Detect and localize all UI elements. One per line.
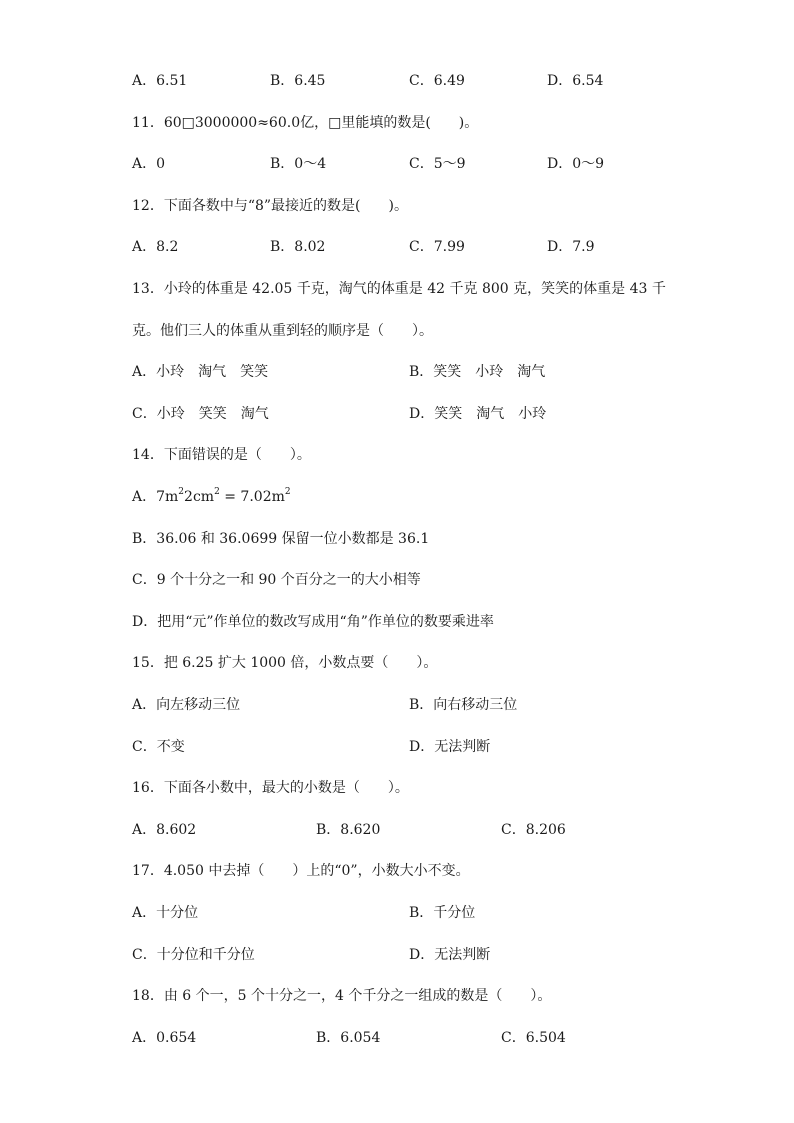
q18-option-a[interactable]: A．0.654 <box>132 1030 197 1046</box>
q14-option-c[interactable]: C．9 个十分之一和 90 个百分之一的大小相等 <box>132 572 421 588</box>
q17-option-d[interactable]: D．无法判断 <box>409 947 491 963</box>
q13-option-a[interactable]: A．小玲 淘气 笑笑 <box>132 364 269 380</box>
q10-option-d[interactable]: D．6.54 <box>547 73 604 89</box>
q14-option-a-sup3: 2 <box>284 487 291 497</box>
q14-option-a-sup2: 2 <box>214 487 220 497</box>
q14-option-a-eq: = 7.02m <box>219 489 285 505</box>
q14-option-a[interactable] <box>132 487 291 507</box>
q14-option-d[interactable]: D．把用“元”作单位的数改写成用“角”作单位的数要乘进率 <box>132 614 494 630</box>
q14-option-a-prefix: A．7m <box>132 489 179 505</box>
q15-option-c[interactable]: C．不变 <box>132 739 185 755</box>
q10-option-a[interactable]: A．6.51 <box>132 73 188 89</box>
q17-option-c[interactable]: C．十分位和千分位 <box>132 947 255 963</box>
q11-option-a[interactable]: A．0 <box>132 156 166 172</box>
q16-option-a[interactable]: A．8.602 <box>132 822 197 838</box>
q11-option-d[interactable]: D．0～9 <box>547 156 605 172</box>
q16-option-b[interactable]: B．8.620 <box>316 822 381 838</box>
q17-option-a[interactable]: A．十分位 <box>132 905 199 921</box>
q16-stem: 16．下面各小数中，最大的小数是（ ）。 <box>132 780 409 796</box>
q12-stem: 12．下面各数中与“8”最接近的数是( )。 <box>132 198 408 214</box>
q13-stem-line2: 克。他们三人的体重从重到轻的顺序是（ ）。 <box>132 323 433 339</box>
q13-option-d[interactable]: D．笑笑 淘气 小玲 <box>409 406 547 422</box>
q12-option-c[interactable]: C．7.99 <box>409 239 465 255</box>
q12-option-d[interactable]: D．7.9 <box>547 239 595 255</box>
q12-option-b[interactable]: B．8.02 <box>270 239 326 255</box>
q14-option-a-mid: 2cm <box>184 489 215 505</box>
q15-option-a[interactable]: A．向左移动三位 <box>132 697 241 713</box>
q15-option-d[interactable]: D．无法判断 <box>409 739 491 755</box>
q14-stem: 14．下面错误的是（ ）。 <box>132 447 311 463</box>
q12-option-a[interactable]: A．8.2 <box>132 239 179 255</box>
q15-stem: 15．把 6.25 扩大 1000 倍，小数点要（ ）。 <box>132 655 438 671</box>
q11-option-c[interactable]: C．5～9 <box>409 156 466 172</box>
q10-option-c[interactable]: C．6.49 <box>409 73 465 89</box>
q14-option-b[interactable]: B．36.06 和 36.0699 保留一位小数都是 36.1 <box>132 531 430 547</box>
q11-option-b[interactable]: B．0～4 <box>270 156 327 172</box>
q14-option-a-sup1: 2 <box>178 487 185 497</box>
q18-option-c[interactable]: C．6.504 <box>501 1030 566 1046</box>
q13-stem-line1: 13．小玲的体重是 42.05 千克，淘气的体重是 42 千克 800 克，笑笑的体重是 43 千 <box>132 281 666 297</box>
q15-option-b[interactable]: B．向右移动三位 <box>409 697 518 713</box>
q17-stem: 17．4.050 中去掉（ ）上的“0”，小数大小不变。 <box>132 863 470 879</box>
q13-option-c[interactable]: C．小玲 笑笑 淘气 <box>132 406 269 422</box>
q10-option-b[interactable]: B．6.45 <box>270 73 326 89</box>
q16-option-c[interactable]: C．8.206 <box>501 822 566 838</box>
q13-option-b[interactable]: B．笑笑 小玲 淘气 <box>409 364 546 380</box>
q18-stem: 18．由 6 个一，5 个十分之一，4 个千分之一组成的数是（ ）。 <box>132 988 552 1004</box>
q18-option-b[interactable]: B．6.054 <box>316 1030 381 1046</box>
q17-option-b[interactable]: B．千分位 <box>409 905 476 921</box>
q11-stem: 11．60□3000000≈60.0亿，□里能填的数是( )。 <box>132 115 479 131</box>
